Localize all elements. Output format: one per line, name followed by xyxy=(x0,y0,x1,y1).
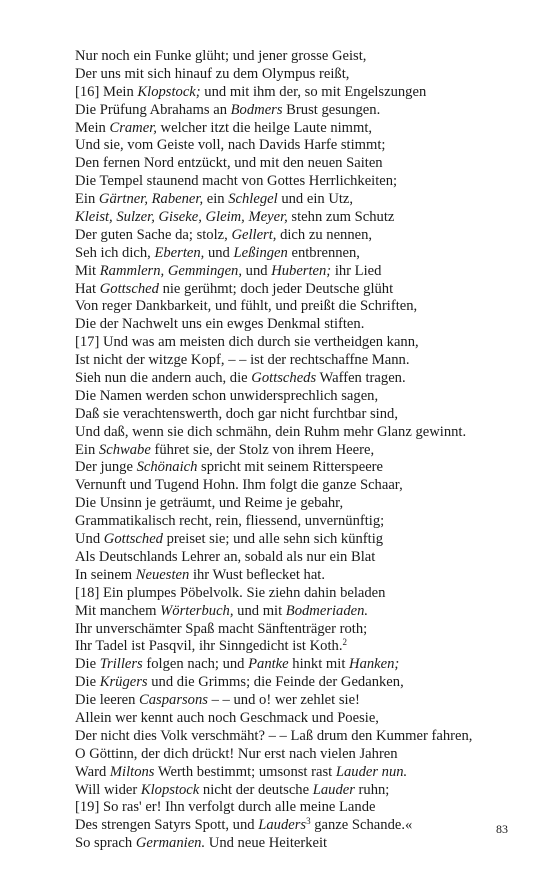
text-line xyxy=(75,48,535,66)
text-segment: Die Tempel staunend macht von Gottes Herrlichkeiten; xyxy=(75,173,398,190)
text-segment: hinkt mit xyxy=(288,656,350,673)
text-segment: Mein xyxy=(75,119,110,136)
italic-name: Trillers xyxy=(99,656,143,673)
text-line xyxy=(75,442,535,460)
text-segment: Will wider xyxy=(75,781,141,798)
text-line xyxy=(75,388,535,406)
text-line xyxy=(75,227,535,245)
text-line xyxy=(75,316,535,334)
italic-name: Leßingen xyxy=(233,244,288,261)
text-line xyxy=(75,567,535,585)
text-segment: Brust gesungen. xyxy=(282,101,381,118)
text-line xyxy=(75,674,535,692)
text-line xyxy=(75,656,535,674)
text-segment: In seinem xyxy=(75,566,136,583)
text-segment: [17] Und was am meisten dich durch sie vertheidgen kann, xyxy=(75,334,419,351)
text-line xyxy=(75,477,535,495)
text-segment: So sprach xyxy=(75,835,136,852)
text-segment: Allein wer kennt auch noch Geschmack und Poesie, xyxy=(75,709,379,726)
text-segment: Ist nicht der witzge Kopf, – – ist der rechtschaffne Mann. xyxy=(75,352,410,369)
text-line xyxy=(75,209,535,227)
italic-name: Eberten, xyxy=(154,244,205,261)
text-segment: Ihr Tadel ist Pasqvil, ihr Sinngedicht ist Koth. xyxy=(75,638,343,655)
text-segment: dich zu nennen, xyxy=(276,226,373,243)
text-line xyxy=(75,782,535,800)
italic-name: Lauder xyxy=(312,781,355,798)
italic-name: Kleist, Sulzer, Giseke, Gleim, Meyer, xyxy=(75,209,288,226)
italic-name: Wörterbuch, xyxy=(160,602,234,619)
text-line xyxy=(75,298,535,316)
text-segment: Und xyxy=(75,531,104,548)
text-segment: und ein Utz, xyxy=(277,191,354,208)
text-line xyxy=(75,495,535,513)
text-segment: ihr Wust beflecket hat. xyxy=(189,566,326,583)
italic-name: Lauders xyxy=(258,817,307,834)
text-segment: Grammatikalisch recht, rein, fliessend, unvernünftig; xyxy=(75,513,385,530)
footnote-marker: 3 xyxy=(306,816,311,827)
text-segment: [19] So ras' er! Ihn verfolgt durch alle meine Lande xyxy=(75,799,376,816)
italic-name: Klopstock; xyxy=(137,83,201,100)
text-segment: Der junge xyxy=(75,459,137,476)
text-segment: und mit xyxy=(233,602,286,619)
italic-name: Lauder nun. xyxy=(335,763,408,780)
text-segment: Ein xyxy=(75,191,99,208)
text-segment: [18] Ein plumpes Pöbelvolk. Sie ziehn dahin beladen xyxy=(75,584,386,601)
italic-name: Klopstock xyxy=(140,781,200,798)
text-segment: ruhn; xyxy=(354,781,390,798)
text-segment: Der guten Sache da; stolz, xyxy=(75,226,232,243)
text-segment: Den fernen Nord entzückt, und mit den neuen Saiten xyxy=(75,155,383,172)
italic-name: Huberten; xyxy=(271,262,332,279)
text-line xyxy=(75,66,535,84)
text-line xyxy=(75,424,535,442)
text-segment: Werth bestimmt; umsonst rast xyxy=(154,763,336,780)
text-line xyxy=(75,692,535,710)
text-segment: Daß sie verachtenswerth, doch gar nicht furchtbar sind, xyxy=(75,405,398,422)
text-line xyxy=(75,173,535,191)
text-segment: Die Unsinn je geträumt, und Reime je gebahr, xyxy=(75,495,344,512)
italic-name: Schlegel xyxy=(228,191,278,208)
text-line xyxy=(75,459,535,477)
text-line xyxy=(75,281,535,299)
text-segment: Von reger Dankbarkeit, und fühlt, und preißt die Schriften, xyxy=(75,298,418,315)
text-segment: Und daß, wenn sie dich schmähn, dein Ruhm mehr Glanz gewinnt. xyxy=(75,423,467,440)
text-line xyxy=(75,263,535,281)
text-segment: Als Deutschlands Lehrer an, sobald als nur ein Blat xyxy=(75,548,376,565)
italic-name: Cramer, xyxy=(109,119,157,136)
text-segment: und xyxy=(242,262,272,279)
text-line xyxy=(75,638,535,656)
text-segment: und die Grimms; die Feinde der Gedanken, xyxy=(147,674,404,691)
text-segment: stehn zum Schutz xyxy=(287,209,395,226)
text-segment: Seh ich dich, xyxy=(75,244,155,261)
footnote-marker: 2 xyxy=(342,637,347,648)
text-line xyxy=(75,603,535,621)
text-line xyxy=(75,585,535,603)
italic-name: Schwabe xyxy=(98,441,151,458)
text-segment: folgen nach; und xyxy=(142,656,249,673)
text-segment: spricht mit seinem Ritterspeere xyxy=(197,459,384,476)
italic-name: Miltons xyxy=(109,763,155,780)
text-line xyxy=(75,370,535,388)
text-segment: Hat xyxy=(75,280,100,297)
text-line xyxy=(75,621,535,639)
text-segment: Der nicht dies Volk verschmäht? – – Laß drum den Kummer fahren, xyxy=(75,727,473,744)
text-segment: Ward xyxy=(75,763,110,780)
text-line xyxy=(75,137,535,155)
text-segment: Die xyxy=(75,656,100,673)
text-line xyxy=(75,817,535,835)
italic-name: Gottsched xyxy=(103,531,163,548)
text-segment: nie gerühmt; doch jeder Deutsche glüht xyxy=(158,280,394,297)
text-segment: und xyxy=(204,244,234,261)
text-line xyxy=(75,746,535,764)
text-segment: Die xyxy=(75,674,100,691)
text-segment: preiset sie; und alle sehn sich künftig xyxy=(162,531,384,548)
text-segment: Und neue Heiterkeit xyxy=(205,835,328,852)
text-segment: ein xyxy=(203,191,229,208)
text-line xyxy=(75,835,535,853)
text-line xyxy=(75,245,535,263)
text-line xyxy=(75,352,535,370)
text-line xyxy=(75,764,535,782)
text-segment: Ein xyxy=(75,441,99,458)
text-segment: welcher itzt die heilge Laute nimmt, xyxy=(156,119,373,136)
italic-name: Gellert, xyxy=(231,226,277,243)
text-segment: Vernunft und Tugend Hohn. Ihm folgt die ganze Schaar, xyxy=(75,477,403,494)
italic-name: Casparsons xyxy=(139,692,208,709)
text-segment: Und sie, vom Geiste voll, nach Davids Harfe stimmt; xyxy=(75,137,386,154)
italic-name: Schönaich xyxy=(136,459,198,476)
italic-name: Bodmeriaden. xyxy=(285,602,369,619)
text-segment: Die leeren xyxy=(75,692,140,709)
italic-name: Gottsched xyxy=(99,280,159,297)
text-line xyxy=(75,84,535,102)
text-segment: O Göttinn, der dich drückt! Nur erst nach vielen Jahren xyxy=(75,745,398,762)
italic-name: Gottscheds xyxy=(251,370,317,387)
italic-name: Germanien. xyxy=(135,835,206,852)
text-segment: entbrennen, xyxy=(287,244,360,261)
text-segment: ganze Schande.« xyxy=(310,817,413,834)
text-line xyxy=(75,102,535,120)
text-line xyxy=(75,334,535,352)
text-segment: Mit xyxy=(75,262,100,279)
text-segment: Die Prüfung Abrahams an xyxy=(75,101,231,118)
text-segment: Die Namen werden schon unwidersprechlich sagen, xyxy=(75,387,379,404)
text-segment: Des strengen Satyrs Spott, und xyxy=(75,817,259,834)
italic-name: Gärtner, Rabener, xyxy=(98,191,204,208)
text-segment: Sieh nun die andern auch, die xyxy=(75,370,252,387)
text-segment: Ihr unverschämter Spaß macht Sänftenträger roth; xyxy=(75,620,368,637)
italic-name: Rammlern, Gemmingen, xyxy=(99,262,242,279)
italic-name: Hanken; xyxy=(349,656,400,673)
italic-name: Pantke xyxy=(248,656,289,673)
italic-name: Bodmers xyxy=(230,101,283,118)
text-segment: ihr Lied xyxy=(331,262,382,279)
poem-text xyxy=(75,48,535,853)
text-line xyxy=(75,155,535,173)
text-segment: [16] Mein xyxy=(75,83,138,100)
text-segment: und mit ihm der, so mit Engelszungen xyxy=(200,83,427,100)
text-line xyxy=(75,513,535,531)
italic-name: Krügers xyxy=(99,674,148,691)
text-line xyxy=(75,531,535,549)
text-segment: Der uns mit sich hinauf zu dem Olympus reißt, xyxy=(75,65,350,82)
text-segment: Mit manchem xyxy=(75,602,161,619)
text-line xyxy=(75,549,535,567)
text-segment: Nur noch ein Funke glüht; und jener grosse Geist, xyxy=(75,48,367,64)
text-line xyxy=(75,728,535,746)
text-segment: Die der Nachwelt uns ein ewges Denkmal stiften. xyxy=(75,316,365,333)
text-segment: führet sie, der Stolz von ihrem Heere, xyxy=(150,441,375,458)
text-segment: nicht der deutsche xyxy=(199,781,313,798)
text-line xyxy=(75,710,535,728)
text-line xyxy=(75,120,535,138)
text-segment: Waffen tragen. xyxy=(316,370,406,387)
italic-name: Neuesten xyxy=(135,566,190,583)
text-line xyxy=(75,191,535,209)
text-line xyxy=(75,799,535,817)
text-segment: – – und o! wer zehlet sie! xyxy=(207,692,360,709)
text-line xyxy=(75,406,535,424)
page-number: 83 xyxy=(496,822,508,836)
